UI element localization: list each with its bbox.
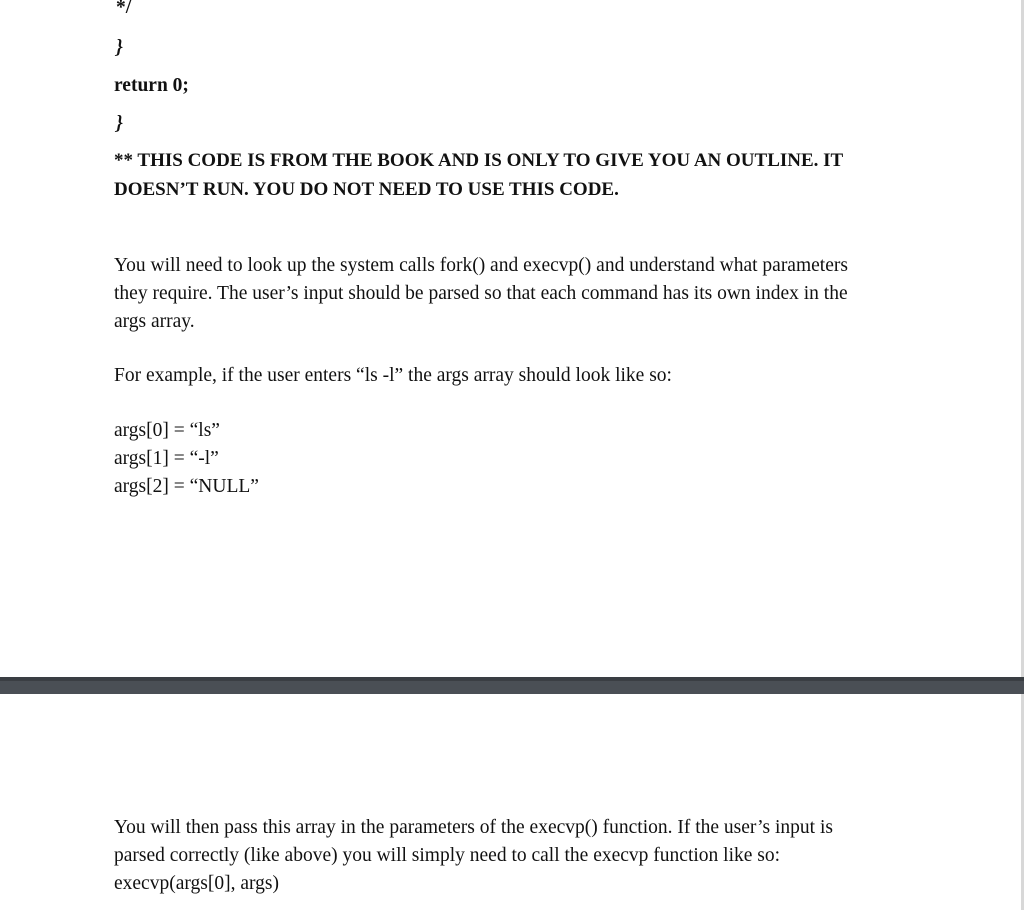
page-separator [0, 677, 1024, 694]
notice-line-2: DOESN’T RUN. YOU DO NOT NEED TO USE THIS CODE. [114, 179, 619, 200]
paragraph1-line-2: they require. The user’s input should be parsed so that each command has its own index in the [114, 283, 848, 304]
document-page-bottom [0, 694, 1024, 910]
paragraph2-example: For example, if the user enters “ls -l” the args array should look like so: [114, 365, 672, 386]
args-line-2: args[2] = “NULL” [114, 476, 259, 497]
bottom-paragraph-line-2: parsed correctly (like above) you will simply need to call the execvp function like so: [114, 845, 781, 866]
bottom-paragraph-line-3: execvp(args[0], args) [114, 873, 279, 894]
paragraph1-line-1: You will need to look up the system calls fork() and execvp() and understand what parameters [114, 255, 848, 276]
paragraph1-line-3: args array. [114, 311, 195, 332]
notice-line-1: ** THIS CODE IS FROM THE BOOK AND IS ONLY TO GIVE YOU AN OUTLINE. IT [114, 150, 844, 171]
code-comment-end: */ [116, 0, 132, 18]
bottom-paragraph-line-1: You will then pass this array in the parameters of the execvp() function. If the user’s input is [114, 817, 833, 838]
code-closing-brace-inner: } [116, 37, 123, 58]
code-closing-brace-outer: } [116, 113, 123, 134]
args-line-0: args[0] = “ls” [114, 420, 220, 441]
args-line-1: args[1] = “-l” [114, 448, 219, 469]
code-return-statement: return 0; [114, 75, 189, 96]
